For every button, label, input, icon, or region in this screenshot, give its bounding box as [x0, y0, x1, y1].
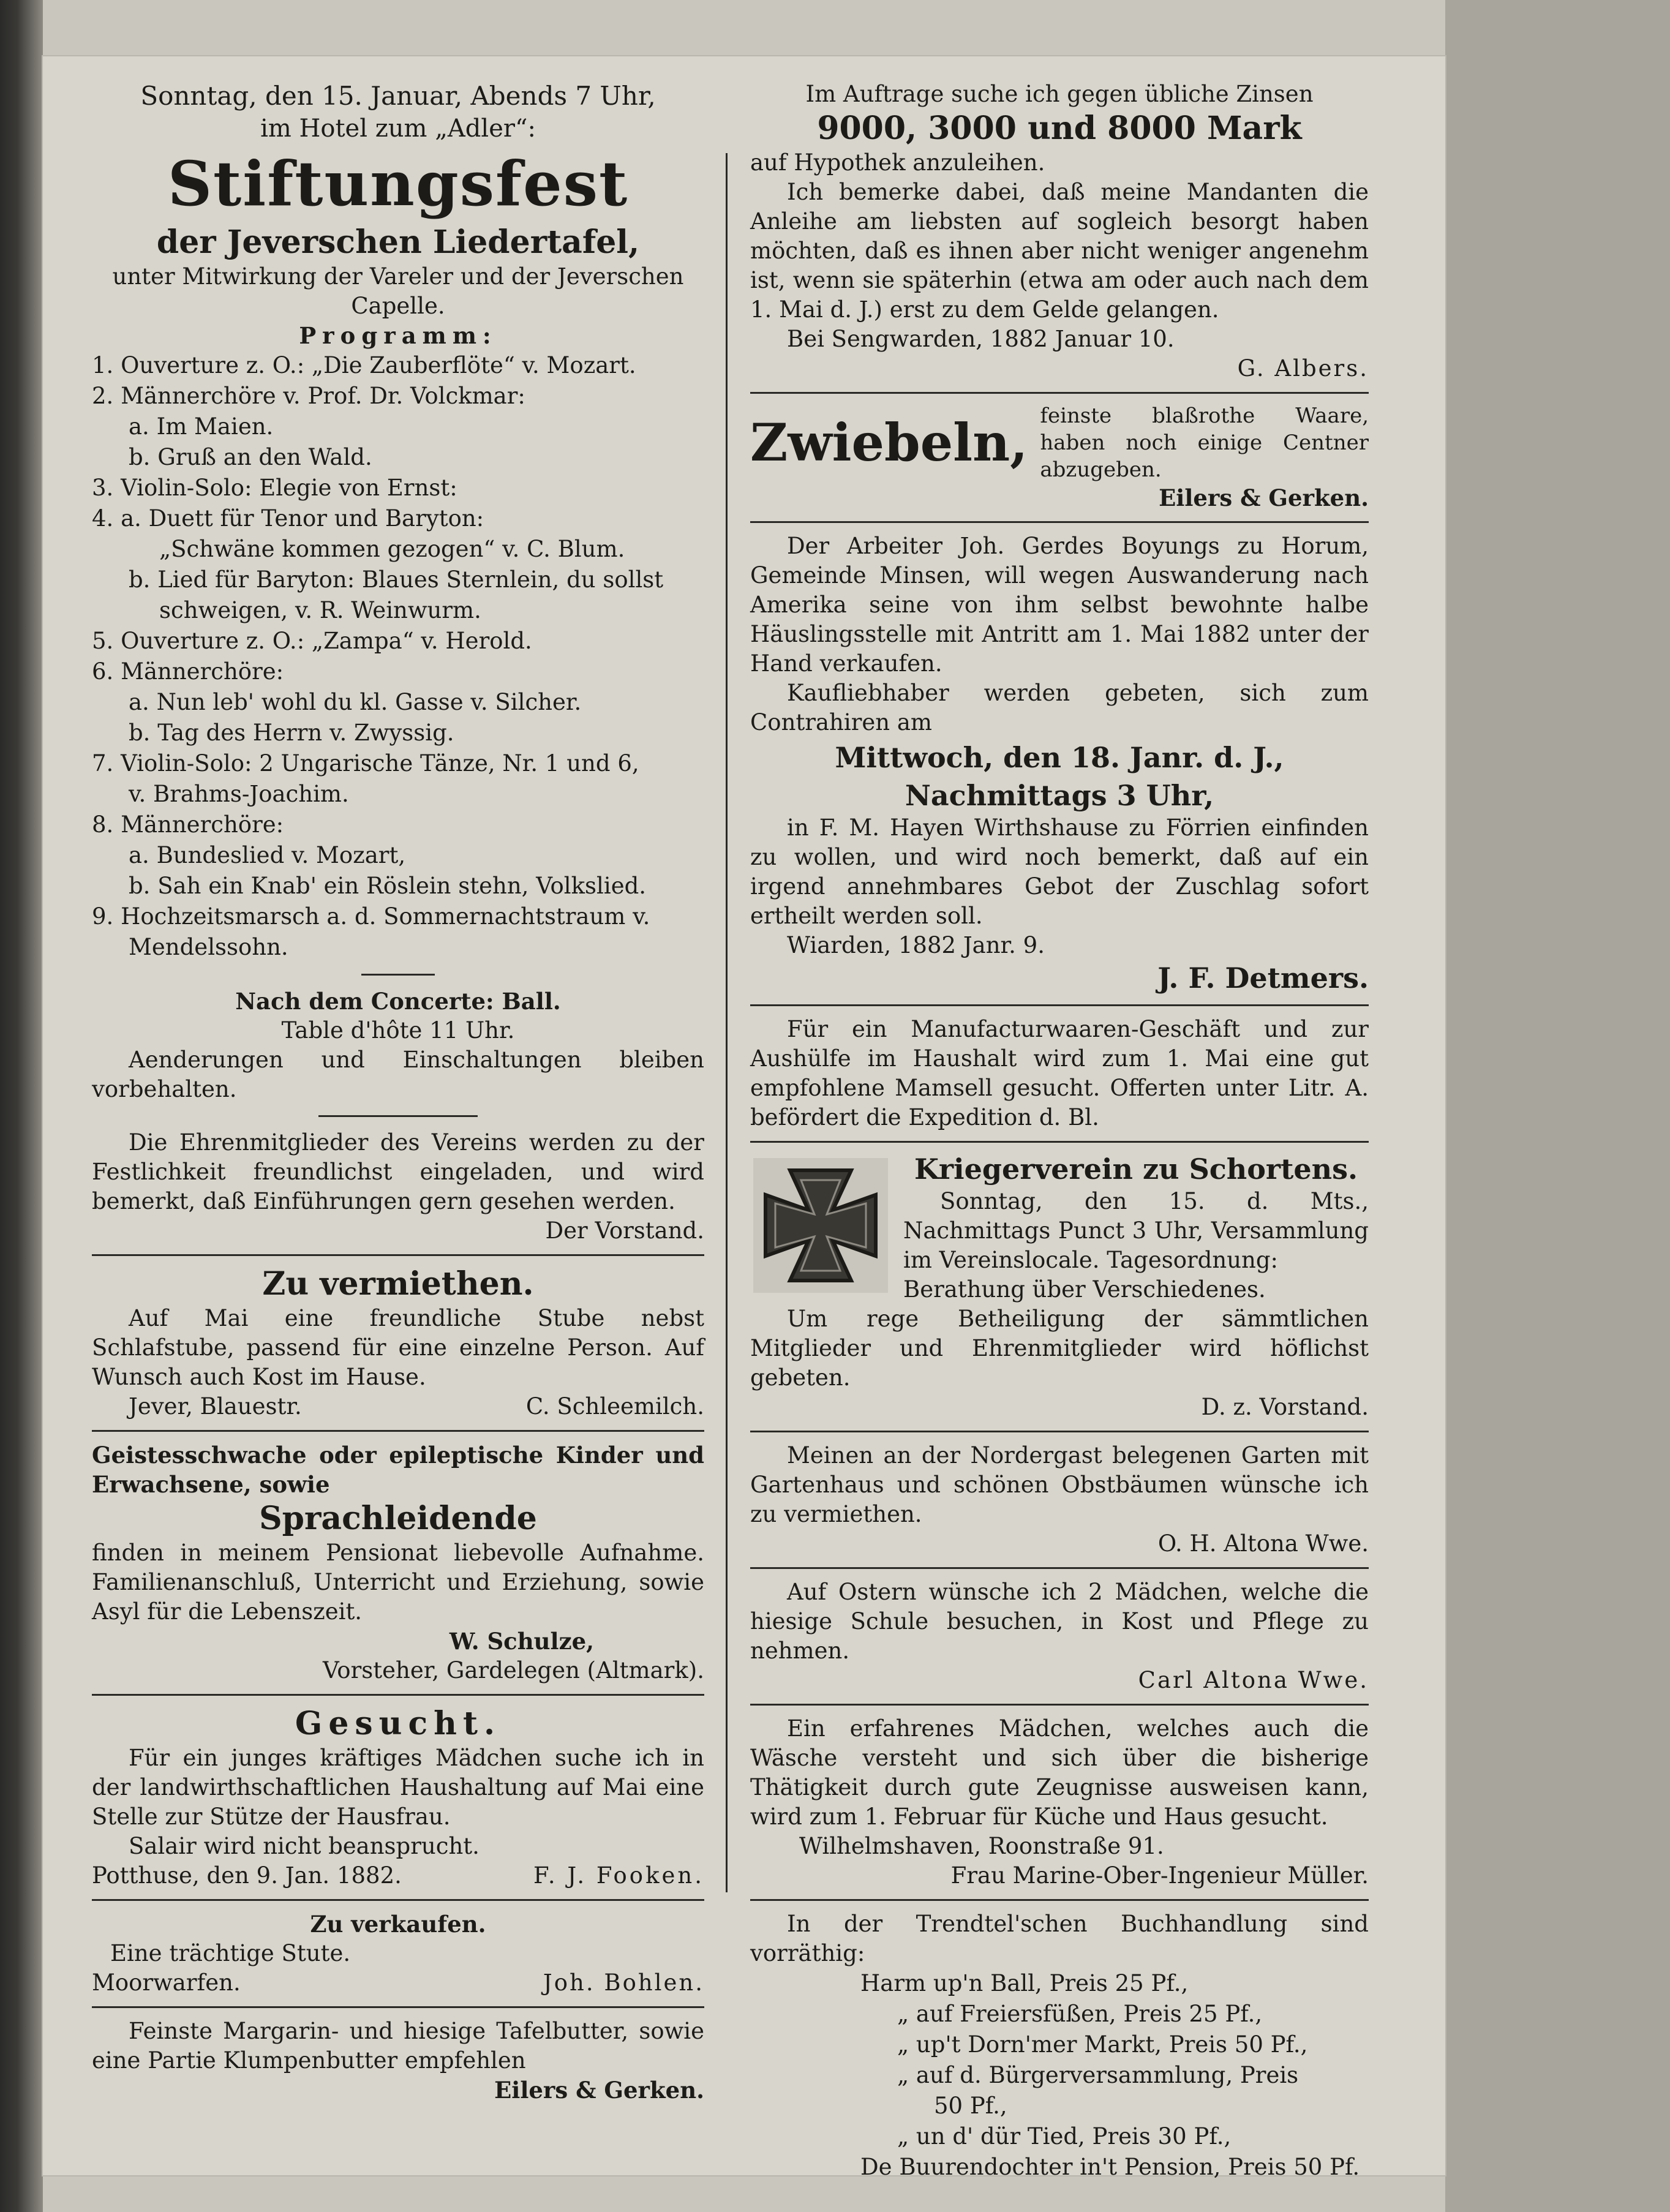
ad-vermiethen [92, 1265, 704, 1421]
ad-footer [92, 1968, 704, 1998]
divider [92, 1254, 704, 1256]
ad-footer [92, 1861, 704, 1890]
ad-text: Der Arbeiter Joh. Gerdes Boyungs zu Horum, Gemeinde Minsen, will wegen Auswanderung nach Amerika seine von ihm selbst bewohnte halbe Häuslingsstelle mit Antritt am 1. Mai 1882 unter der Hand verkaufen. [750, 533, 1369, 677]
ad-text: Auf Mai eine freundliche Stube nebst Schlafstube, passend für eine einzelne Person. Auf Wunsch auch Kost im Hause. [92, 1305, 704, 1390]
ad-text-2: Kaufliebhaber werden gebeten, sich zum Contrahiren am [750, 680, 1369, 735]
ad-salair: Salair wird nicht beansprucht. [129, 1833, 480, 1859]
scan-right-edge [1445, 0, 1670, 2212]
program-item: 2. Männerchöre v. Prof. Dr. Volckmar: [92, 383, 525, 409]
ad-text-3: Um rege Betheiligung der sämmtlichen Mitglieder und Ehrenmitglieder wird höflichst gebeten. [750, 1306, 1369, 1391]
ad-maedchen [750, 1714, 1369, 1890]
divider [750, 392, 1369, 394]
ad-stiftungsfest [92, 80, 704, 1246]
signer: O. H. Altona Wwe. [1157, 1530, 1369, 1557]
program-item: b. Sah ein Knab' ein Röslein stehn, Volkslied. [129, 873, 647, 899]
ad-text-3: in F. M. Hayen Wirthshause zu Förrien einfinden zu wollen, und wird noch bemerkt, daß auf ein irgend annehmbares Gebot der Zuschlag sofort ertheilt werden soll. [750, 814, 1369, 929]
program-item: a. Im Maien. [129, 413, 274, 440]
event-venue: im Hotel zum „Adler“: [260, 115, 536, 143]
divider [92, 1899, 704, 1901]
program-item: 3. Violin-Solo: Elegie von Ernst: [92, 475, 457, 501]
iron-cross-icon [750, 1155, 891, 1296]
program-item: schweigen, v. R. Weinwurm. [159, 597, 481, 623]
ad-place: Potthuse, den 9. Jan. 1882. [92, 1862, 402, 1889]
ad-text-2: Berathung über Verschiedenes. [903, 1276, 1266, 1303]
divider [92, 1694, 704, 1696]
ad-butter [92, 2017, 704, 2105]
book-item: „ un d' dür Tied, Preis 30 Pf., [897, 2123, 1232, 2150]
ad-manufactur [750, 1015, 1369, 1132]
program-item: b. Tag des Herrn v. Zwyssig. [129, 720, 454, 746]
ad-garten [750, 1441, 1369, 1559]
signer: Frau Marine-Ober-Ingenieur Müller. [950, 1862, 1369, 1889]
after-concert: Nach dem Concerte: Ball. [235, 988, 561, 1015]
divider [750, 1141, 1369, 1143]
ad-intro: Geistesschwache oder epileptische Kinder und Erwachsene, sowie [92, 1442, 704, 1498]
ad-line: Im Auftrage suche ich gegen übliche Zinsen [805, 81, 1314, 107]
column-rule [726, 153, 728, 1892]
program-item: „Schwäne kommen gezogen“ v. C. Blum. [159, 536, 625, 562]
ad-text: Meinen an der Nordergast belegenen Garten mit Gartenhaus und schönen Obstbäumen wünsche ich zu vermiethen. [750, 1442, 1369, 1527]
invite-text: Die Ehrenmitglieder des Vereins werden zu der Festlichkeit freundlichst eingeladen, und wird bemerkt, daß Einführungen gern gesehen werden. [92, 1129, 704, 1214]
signer: D. z. Vorstand. [1201, 1394, 1369, 1420]
ad-amount: 9000, 3000 und 8000 Mark [817, 110, 1302, 147]
program-item: v. Brahms-Joachim. [129, 781, 349, 807]
ad-text: Für ein junges kräftiges Mädchen suche ich in der landwirthschaftlichen Haushaltung auf Mai eine Stelle zur Stütze der Hausfrau. [92, 1745, 704, 1830]
ad-place: Wiarden, 1882 Janr. 9. [787, 932, 1045, 958]
ad-text: Für ein Manufacturwaaren-Geschäft und zur Aushülfe im Haushalt wird zum 1. Mai eine gut empfohlene Mamsell gesucht. Offerten unter Litr. A. befördert die Expedition d. Bl. [750, 1016, 1369, 1130]
program-item: 9. Hochzeitsmarsch a. d. Sommernachtstraum v. [92, 903, 650, 930]
book-item: „ up't Dorn'mer Markt, Preis 50 Pf., [897, 2031, 1308, 2058]
table-dhote: Table d'hôte 11 Uhr. [281, 1017, 515, 1044]
signer: J. F. Detmers. [1157, 961, 1369, 995]
scan-left-edge [0, 0, 43, 2212]
ad-title: Zu vermiethen. [262, 1265, 534, 1303]
ad-text: feinste blaßrothe Waare, haben noch einige Centner abzugeben. [1040, 404, 1369, 482]
program-item: 4. a. Duett für Tenor und Baryton: [92, 505, 484, 532]
program-item: Mendelssohn. [129, 934, 288, 960]
ad-gesucht [92, 1704, 704, 1890]
ad-text: In der Trendtel'schen Buchhandlung sind vorräthig: [750, 1911, 1369, 1966]
signer: Eilers & Gerken. [1159, 484, 1369, 511]
divider [92, 2006, 704, 2008]
ad-place: Wilhelmshaven, Roonstraße 91. [799, 1833, 1164, 1859]
program-item: 1. Ouverture z. O.: „Die Zauberflöte“ v. Mozart. [92, 352, 636, 378]
program-list [92, 350, 704, 963]
ad-text: Ein erfahrenes Mädchen, welches auch die Wäsche versteht und sich über die bisherige Thätigkeit durch gute Zeugnisse ausweisen kann, wird zum 1. Februar für Küche und Haus gesucht. [750, 1715, 1369, 1830]
left-column [92, 80, 704, 2105]
program-item: b. Gruß an den Wald. [129, 444, 372, 470]
event-with: unter Mitwirkung der Vareler und der Jeverschen [112, 263, 684, 290]
divider [750, 1567, 1369, 1569]
ad-text: Eine trächtige Stute. [110, 1940, 351, 1966]
program-item: 8. Männerchöre: [92, 811, 284, 838]
divider [92, 1430, 704, 1432]
book-item: „ auf d. Bürgerversammlung, Preis [897, 2062, 1299, 2088]
ad-head [750, 402, 1369, 483]
program-item: a. Bundeslied v. Mozart, [129, 842, 406, 868]
ad-title: Gesucht. [295, 1705, 502, 1742]
divider [750, 1704, 1369, 1706]
ad-time: Nachmittags 3 Uhr, [905, 779, 1214, 812]
ad-text: finden in meinem Pensionat liebevolle Aufnahme. Familienanschluß, Unterricht und Erziehung, sowie Asyl für die Lebenszeit. [92, 1540, 704, 1625]
ad-place: Jever, Blauestr. [129, 1393, 302, 1420]
event-title: Stiftungsfest [167, 148, 629, 220]
ad-verkaufen [92, 1909, 704, 1998]
book-item: De Buurendochter in't Pension, Preis 50 Pf. [860, 2154, 1360, 2180]
ad-text: Sonntag, den 15. d. Mts., Nachmittags Punct 3 Uhr, Versammlung im Vereinslocale. Tagesordnung: [903, 1188, 1369, 1273]
event-subtitle: der Jeverschen Liedertafel, [156, 224, 640, 261]
signer: Joh. Bohlen. [543, 1969, 704, 1996]
divider [318, 1115, 478, 1117]
program-item: 5. Ouverture z. O.: „Zampa“ v. Herold. [92, 628, 532, 654]
divider [750, 1004, 1369, 1006]
signer-2: Vorsteher, Gardelegen (Altmark). [322, 1657, 704, 1683]
program-item: b. Lied für Baryton: Blaues Sternlein, du sollst [129, 566, 664, 593]
book-item: „ auf Freiersfüßen, Preis 25 Pf., [897, 2001, 1263, 2027]
book-item: 50 Pf., [934, 2093, 1007, 2119]
program-item: 7. Violin-Solo: 2 Ungarische Tänze, Nr. 1 und 6, [92, 750, 639, 777]
ad-footer [92, 1392, 704, 1421]
signer: W. Schulze, [449, 1628, 594, 1655]
divider [750, 1431, 1369, 1432]
signer: Eilers & Gerken. [494, 2077, 704, 2104]
ad-sprachleidende [92, 1440, 704, 1685]
ad-place: Moorwarfen. [92, 1969, 241, 1996]
ad-text: Ich bemerke dabei, daß meine Mandanten die Anleihe am liebsten auf sogleich besorgt haben möchten, daß es ihnen aber nicht weniger angenehm ist, wenn sie späterhin (etwa am oder auch nach dem 1. Mai d. J.) erst zu dem Gelde gelangen. [750, 179, 1369, 323]
divider [750, 1899, 1369, 1901]
right-column [750, 80, 1369, 2183]
signer: C. Schleemilch. [525, 1393, 704, 1420]
ad-place: Bei Sengwarden, 1882 Januar 10. [787, 326, 1175, 352]
ad-text: Auf Ostern wünsche ich 2 Mädchen, welche die hiesige Schule besuchen, in Kost und Pflege zu nehmen. [750, 1579, 1369, 1664]
ad-title: Sprachleidende [259, 1500, 537, 1537]
ad-date: Mittwoch, den 18. Janr. d. J., [835, 741, 1284, 774]
ad-line: auf Hypothek anzuleihen. [750, 149, 1045, 176]
event-with-2: Capelle. [351, 293, 445, 319]
signer: Carl Altona Wwe. [1138, 1667, 1369, 1693]
event-date: Sonntag, den 15. Januar, Abends 7 Uhr, [140, 81, 656, 111]
signer: G. Albers. [1237, 355, 1369, 382]
signer: Der Vorstand. [545, 1217, 704, 1244]
ad-title: Kriegerverein zu Schortens. [914, 1153, 1358, 1186]
ad-zwiebeln [750, 402, 1369, 513]
signer: F. J. Fooken. [533, 1862, 704, 1889]
ad-ostern [750, 1578, 1369, 1695]
divider [750, 521, 1369, 523]
ad-kriegerverein [750, 1151, 1369, 1422]
book-item: Harm up'n Ball, Preis 25 Pf., [860, 1970, 1189, 1996]
ad-hypothek [750, 80, 1369, 383]
ad-text: Feinste Margarin- und hiesige Tafelbutter, sowie eine Partie Klumpenbutter empfehlen [92, 2018, 704, 2074]
ad-title: Zu verkaufen. [310, 1911, 486, 1938]
ad-title: Zwiebeln, [750, 412, 1028, 473]
divider [361, 974, 435, 976]
program-item: a. Nun leb' wohl du kl. Gasse v. Silcher. [129, 689, 582, 715]
ad-gerdes [750, 532, 1369, 996]
ad-buchhandlung [750, 1909, 1369, 2183]
changes-note: Aenderungen und Einschaltungen bleiben vorbehalten. [92, 1047, 704, 1102]
program-item: 6. Männerchöre: [92, 658, 284, 685]
programm-heading: Programm: [299, 322, 497, 349]
